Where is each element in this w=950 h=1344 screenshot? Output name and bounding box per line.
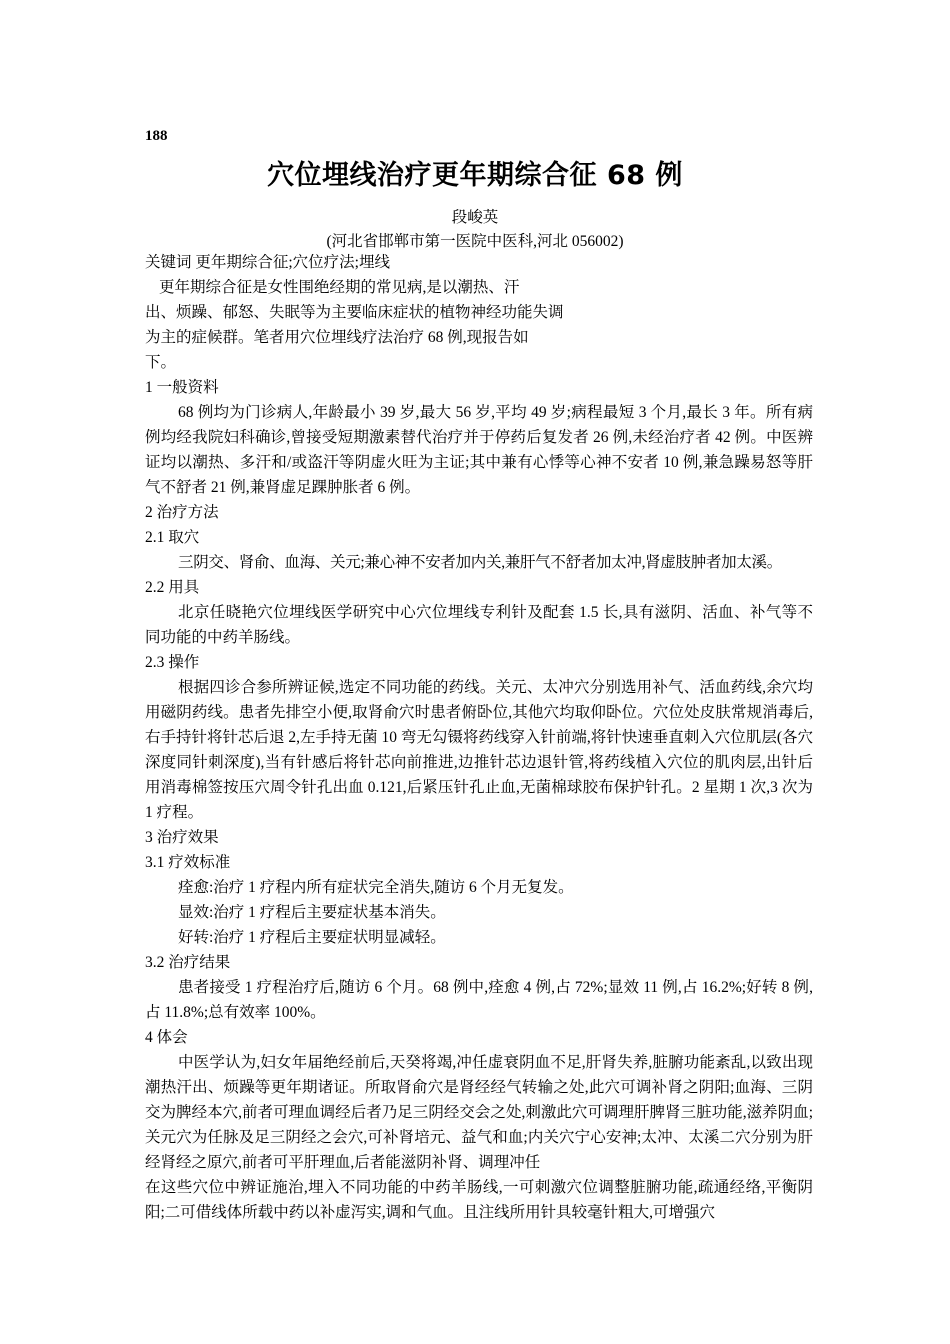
- section-4-text-2: 在这些穴位中辨证施治,埋入不同功能的中药羊肠线,一可刺激穴位调整脏腑功能,疏通经络,平衡阴阳;二可借线体所载中药以补虚泻实,调和气血。且注线所用针具较毫针粗大,可增强穴: [145, 1179, 813, 1221]
- section-1-heading: 1 一般资料: [145, 379, 219, 396]
- section-2-1-text: 三阴交、肾俞、血海、关元;兼心神不安者加内关,兼肝气不舒者加太冲,肾虚肢肿者加太溪。: [178, 554, 782, 571]
- keywords: 关键词 更年期综合征;穴位疗法;埋线: [145, 254, 390, 271]
- article-body: [145, 250, 813, 1225]
- section-1-text: 68 例均为门诊病人,年龄最小 39 岁,最大 56 岁,平均 49 岁;病程最短 3 个月,最长 3 年。所有病例均经我院妇科确诊,曾接受短期激素替代治疗并于停药后复发者 26 例,未经治疗者 42 例。中医辨证均以潮热、多汗和/或盗汗等阴虚火旺为主证;其中兼有心悸等心神不安者 10 例,兼急躁易怒等肝气不舒者 21 例,兼肾虚足踝肿胀者 6 例。: [145, 404, 813, 496]
- section-4-text-1: 中医学认为,妇女年届绝经前后,天癸将竭,冲任虚衰阴血不足,肝肾失养,脏腑功能紊乱,以致出现潮热汗出、烦躁等更年期诸证。所取肾俞穴是肾经经气转输之处,此穴可调补肾之阴阳;血海、三阴交为脾经本穴,前者可理血调经后者乃足三阴经交会之处,刺激此穴可调理肝脾肾三脏功能,滋养阴血;关元穴为任脉及足三阴经之会穴,可补肾培元、益气和血;内关穴宁心安神;太冲、太溪二穴分别为肝经肾经之原穴,前者可平肝理血,后者能滋阴补肾、调理冲任: [145, 1054, 813, 1171]
- section-3-1-heading: 3.1 疗效标准: [145, 854, 231, 871]
- author-name: 段峻英: [451, 209, 499, 226]
- intro-line-3: 为主的症候群。笔者用穴位埋线疗法治疗 68 例,现报告如: [145, 329, 529, 346]
- article-title: 穴位埋线治疗更年期综合征 68 例: [267, 160, 683, 191]
- intro-line-4: 下。: [145, 354, 177, 371]
- section-2-2-text: 北京任晓艳穴位埋线医学研究中心穴位埋线专利针及配套 1.5 长,具有滋阴、活血、补气等不同功能的中药羊肠线。: [145, 604, 813, 646]
- section-2-2-heading: 2.2 用具: [145, 579, 200, 596]
- criterion-cured: 痊愈:治疗 1 疗程内所有症状完全消失,随访 6 个月无复发。: [178, 879, 574, 896]
- section-2-heading: 2 治疗方法: [145, 504, 219, 521]
- section-2-1-heading: 2.1 取穴: [145, 529, 200, 546]
- section-2-3-text: 根据四诊合参所辨证候,选定不同功能的药线。关元、太冲穴分别选用补气、活血药线,余穴均用磁阴药线。患者先排空小便,取肾俞穴时患者俯卧位,其他穴均取仰卧位。穴位处皮肤常规消毒后,右手持针将针芯后退 2,左手持无菌 10 弯无勾镊将药线穿入针前端,将针快速垂直刺入穴位肌层(各穴深度同针刺深度),当有针感后将针芯向前推进,边推针芯边退针管,将药线植入穴位的肌肉层,出针后用消毒棉签按压穴周令针孔出血 0.121,后紧压针孔止血,无菌棉球胶布保护针孔。2 星期 1 次,3 次为 1 疗程。: [145, 679, 813, 821]
- intro-paragraph: [145, 275, 813, 375]
- author-affiliation: (河北省邯郸市第一医院中医科,河北 056002): [326, 233, 624, 250]
- intro-line-1: 更年期综合征是女性围绝经期的常见病,是以潮热、汗: [159, 279, 520, 296]
- section-4-heading: 4 体会: [145, 1029, 188, 1046]
- criterion-marked: 显效:治疗 1 疗程后主要症状基本消失。: [178, 904, 446, 921]
- section-3-2-heading: 3.2 治疗结果: [145, 954, 231, 971]
- intro-line-2: 出、烦躁、郁怒、失眠等为主要临床症状的植物神经功能失调: [145, 304, 564, 321]
- section-2-3-heading: 2.3 操作: [145, 654, 200, 671]
- section-3-2-text: 患者接受 1 疗程治疗后,随访 6 个月。68 例中,痊愈 4 例,占 72%;显效 11 例,占 16.2%;好转 8 例,占 11.8%;总有效率 100%。: [145, 979, 813, 1021]
- section-3-heading: 3 治疗效果: [145, 829, 219, 846]
- criterion-improved: 好转:治疗 1 疗程后主要症状明显减轻。: [178, 929, 446, 946]
- page-number: 188: [145, 128, 168, 144]
